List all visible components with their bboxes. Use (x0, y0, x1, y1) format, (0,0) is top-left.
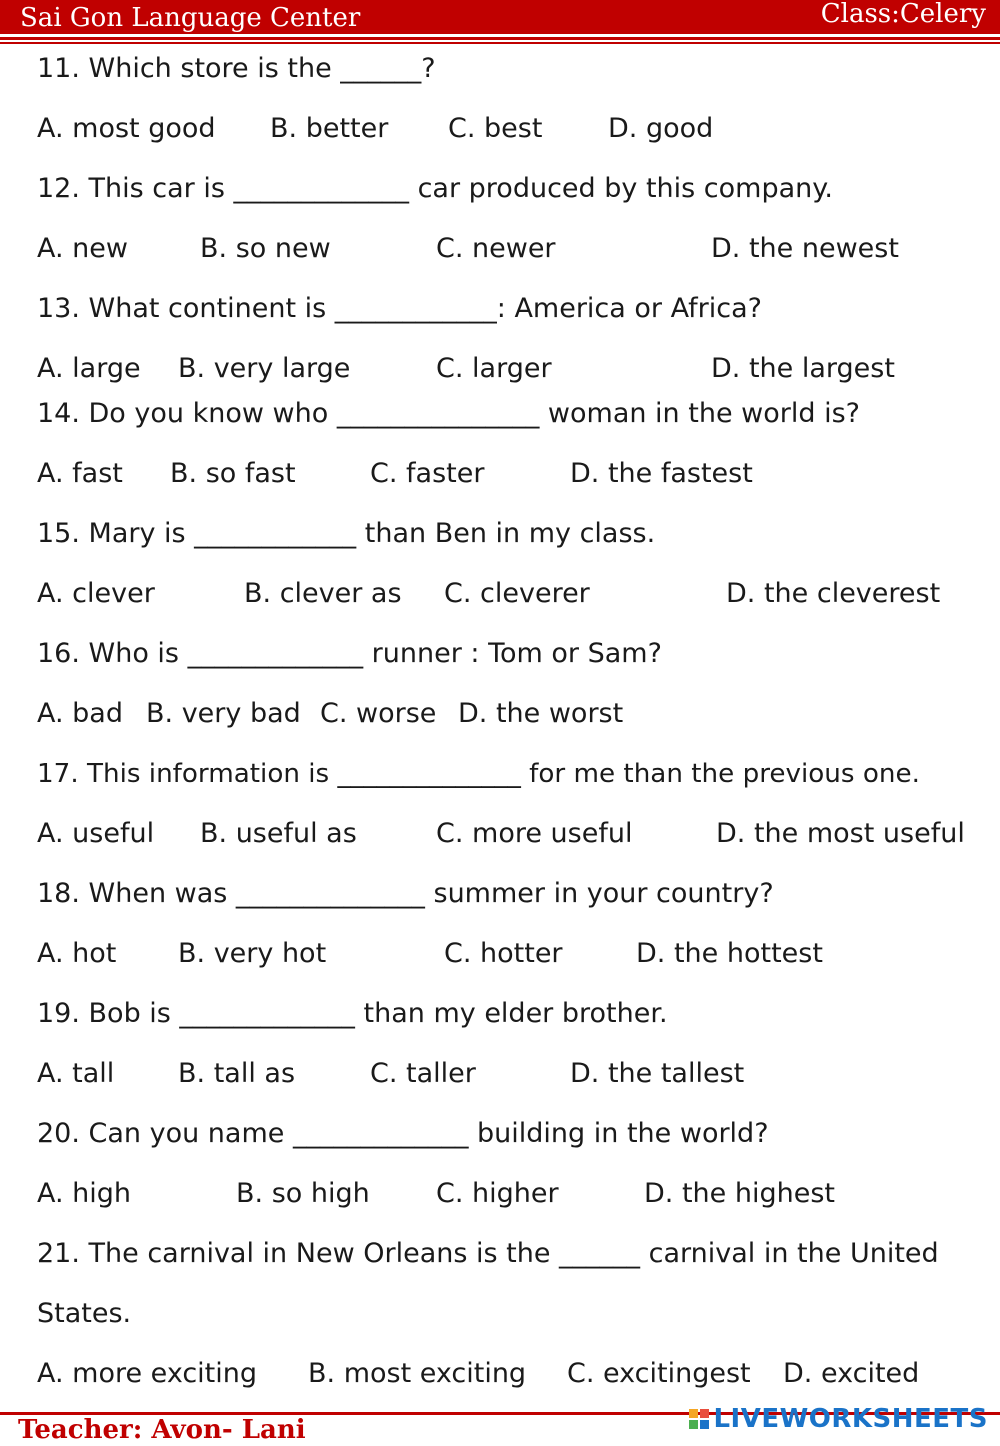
liveworksheets-logo (689, 1404, 988, 1434)
logo-text: LIVEWORKSHEETS (713, 1404, 988, 1434)
question-15: 15. Mary is ____________ than Ben in my class. (37, 518, 656, 549)
option-18-c[interactable]: C. hotter (444, 938, 563, 969)
question-21: 21. The carnival in New Orleans is the ______ carnival in the United (37, 1238, 939, 1269)
option-13-d[interactable]: D. the largest (711, 353, 895, 384)
option-20-a[interactable]: A. high (37, 1178, 132, 1209)
logo-blocks-icon (689, 1409, 709, 1429)
option-11-d[interactable]: D. good (608, 113, 714, 144)
question-12: 12. This car is _____________ car produced by this company. (37, 173, 833, 204)
center-name: Sai Gon Language Center (20, 3, 361, 33)
question-16: 16. Who is _____________ runner : Tom or Sam? (37, 638, 662, 669)
option-20-d[interactable]: D. the highest (644, 1178, 835, 1209)
option-17-c[interactable]: C. more useful (436, 818, 633, 849)
class-name: Class:Celery (820, 0, 986, 29)
option-14-a[interactable]: A. fast (37, 458, 123, 489)
header-rule (0, 37, 1000, 40)
option-17-a[interactable]: A. useful (37, 818, 155, 849)
option-16-d[interactable]: D. the worst (458, 698, 624, 729)
header-bar (0, 0, 1000, 34)
option-11-c[interactable]: C. best (448, 113, 543, 144)
option-16-a[interactable]: A. bad (37, 698, 123, 729)
option-20-b[interactable]: B. so high (236, 1178, 370, 1209)
option-14-c[interactable]: C. faster (370, 458, 485, 489)
question-11: 11. Which store is the ______? (37, 53, 436, 84)
option-13-a[interactable]: A. large (37, 353, 141, 384)
option-11-a[interactable]: A. most good (37, 113, 216, 144)
question-14: 14. Do you know who _______________ woman in the world is? (37, 398, 860, 429)
option-21-c[interactable]: C. excitingest (567, 1358, 751, 1389)
option-21-d[interactable]: D. excited (783, 1358, 920, 1389)
question-20: 20. Can you name _____________ building in the world? (37, 1118, 769, 1149)
option-19-b[interactable]: B. tall as (178, 1058, 296, 1089)
question-19: 19. Bob is _____________ than my elder brother. (37, 998, 668, 1029)
option-15-d[interactable]: D. the cleverest (726, 578, 941, 609)
option-16-c[interactable]: C. worse (320, 698, 437, 729)
option-13-b[interactable]: B. very large (178, 353, 351, 384)
option-17-b[interactable]: B. useful as (200, 818, 357, 849)
question-18: 18. When was ______________ summer in your country? (37, 878, 774, 909)
header-rule-thin (0, 42, 1000, 44)
question-17: 17. This information is ______________ for me than the previous one. (37, 759, 920, 789)
option-19-c[interactable]: C. taller (370, 1058, 476, 1089)
option-17-d[interactable]: D. the most useful (716, 818, 965, 849)
option-11-b[interactable]: B. better (270, 113, 389, 144)
option-14-d[interactable]: D. the fastest (570, 458, 753, 489)
option-14-b[interactable]: B. so fast (170, 458, 296, 489)
option-12-d[interactable]: D. the newest (711, 233, 899, 264)
question-21-cont: States. (37, 1298, 132, 1329)
option-21-b[interactable]: B. most exciting (308, 1358, 527, 1389)
option-15-a[interactable]: A. clever (37, 578, 155, 609)
option-18-d[interactable]: D. the hottest (636, 938, 823, 969)
option-13-c[interactable]: C. larger (436, 353, 552, 384)
option-16-b[interactable]: B. very bad (146, 698, 301, 729)
option-19-a[interactable]: A. tall (37, 1058, 115, 1089)
option-15-b[interactable]: B. clever as (244, 578, 402, 609)
option-21-a[interactable]: A. more exciting (37, 1358, 258, 1389)
option-12-a[interactable]: A. new (37, 233, 128, 264)
option-19-d[interactable]: D. the tallest (570, 1058, 745, 1089)
option-18-b[interactable]: B. very hot (178, 938, 327, 969)
teacher-name: Teacher: Avon- Lani (18, 1415, 306, 1445)
option-12-b[interactable]: B. so new (200, 233, 331, 264)
option-20-c[interactable]: C. higher (436, 1178, 559, 1209)
option-12-c[interactable]: C. newer (436, 233, 556, 264)
option-18-a[interactable]: A. hot (37, 938, 117, 969)
option-15-c[interactable]: C. cleverer (444, 578, 590, 609)
question-13: 13. What continent is ____________: America or Africa? (37, 293, 762, 324)
